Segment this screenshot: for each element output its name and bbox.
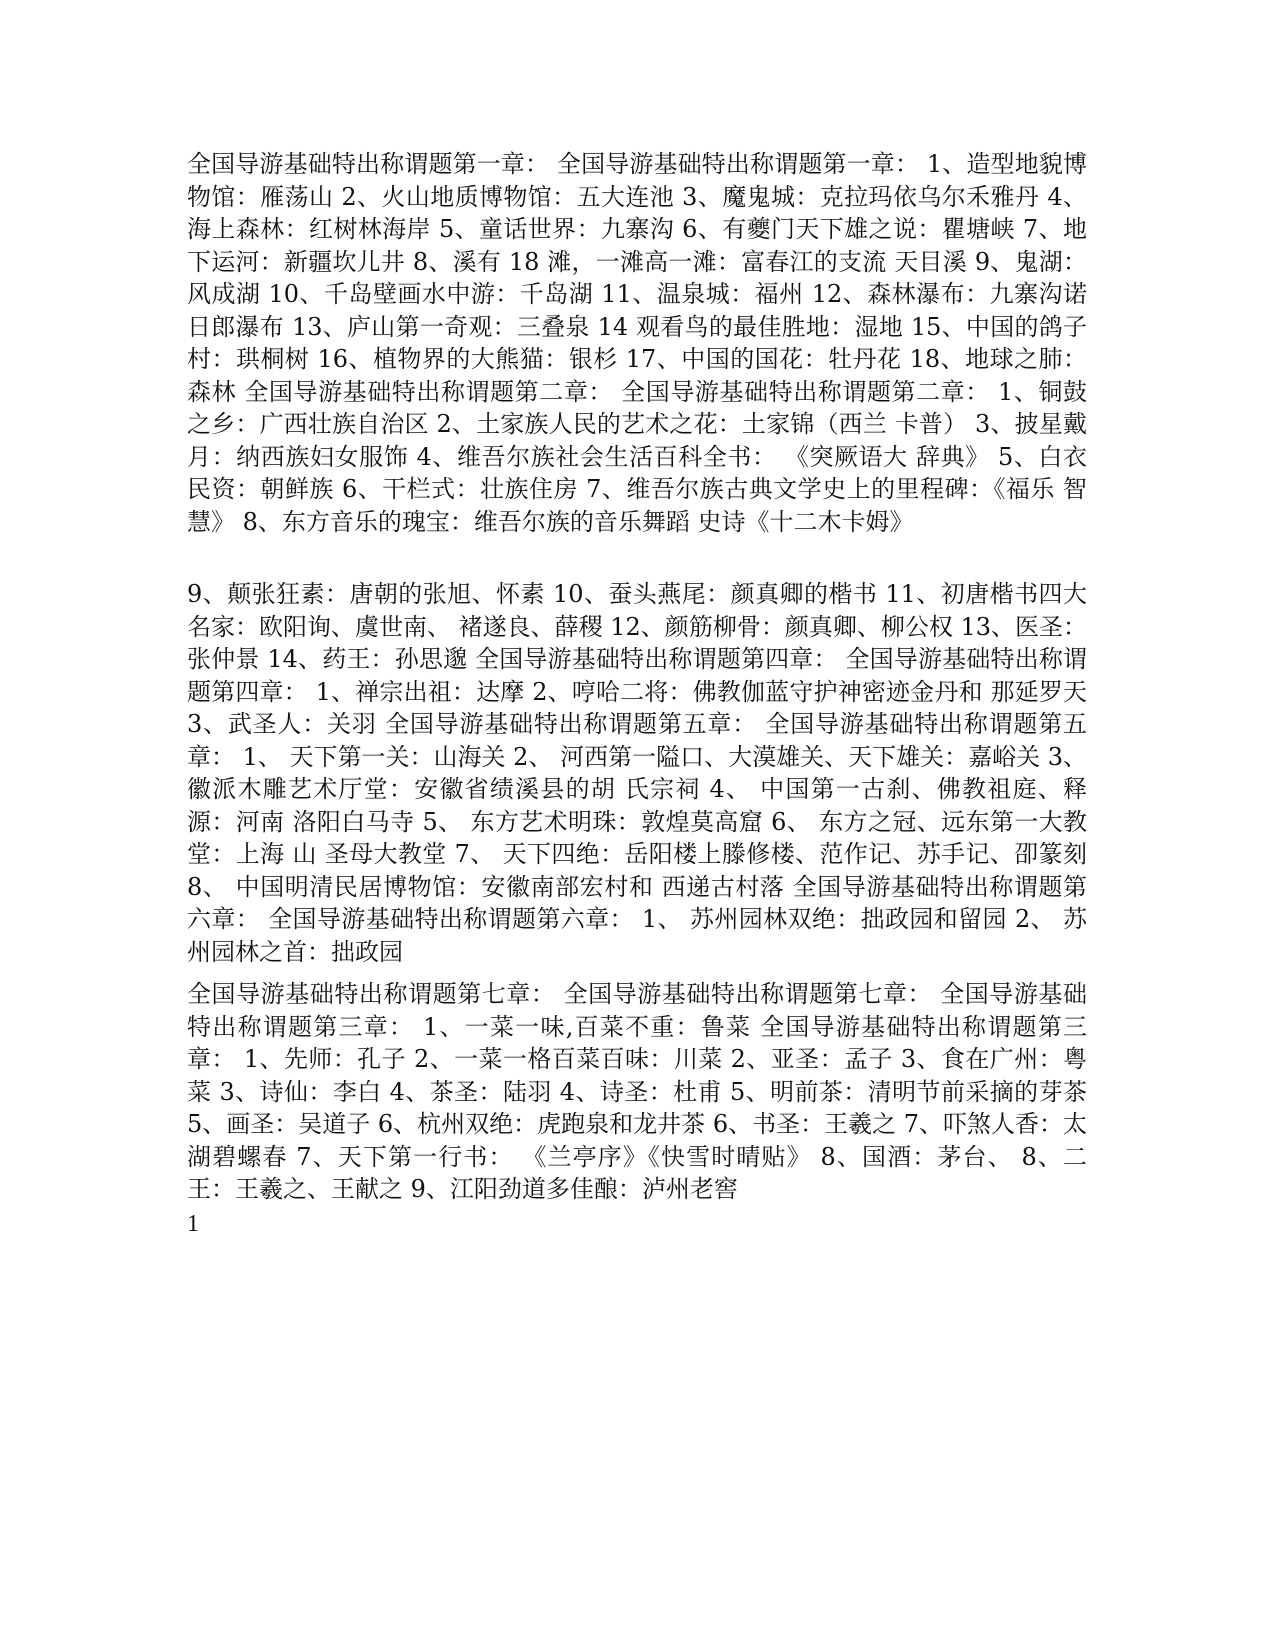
paragraph-chapter-1-2: 全国导游基础特出称谓题第一章： 全国导游基础特出称谓题第一章： 1、造型地貌博物馆：雁荡山 2、火山地质博物馆：五大连池 3、魔鬼城：克拉玛依乌尔禾雅丹 4、海上森林：红树林海岸 5、童话世界：九寨沟 6、有夔门天下雄之说：瞿塘峡 7、地下运河：新疆坎儿井 8、溪有 18 滩，一滩高一滩：富春江的支流 天目溪 9、鬼湖：风成湖 10、千岛壁画水中游：千岛湖 11、温泉城：福州 12、森林瀑布：九寨沟诺日郎瀑布 13、庐山第一奇观：三叠泉 14 观看鸟的最佳胜地：湿地 15、中国的鸽子村：珙桐树 16、植物界的大熊猫：银杉 17、中国的国花：牡丹花 18、地球之肺：森林 全国导游基础特出称谓题第二章： 全国导游基础特出称谓题第二章： 1、铜鼓之乡：广西壮族自治区 2、土家族人民的艺术之花：土家锦（西兰 卡普） 3、披星戴月：纳西族妇女服饰 4、维吾尔族社会生活百科全书： 《突厥语大 辞典》 5、白衣民资：朝鲜族 6、干栏式：壮族住房 7、维吾尔族古典文学史上的里程碑：《福乐 智慧》 8、东方音乐的瑰宝：维吾尔族的音乐舞蹈 史诗《十二木卡姆》 — [187, 150, 1087, 536]
paragraph-chapter-3-7: 全国导游基础特出称谓题第七章： 全国导游基础特出称谓题第七章： 全国导游基础特出称谓题第三章： 1、一菜一味,百菜不重：鲁菜 全国导游基础特出称谓题第三章： 1、先师：孔子 2、一菜一格百菜百味：川菜 2、亚圣：孟子 3、食在广州：粤菜 3、诗仙：李白 4、茶圣：陆羽 4、诗圣：杜甫 5、明前茶：清明节前采摘的芽茶 5、画圣：吴道子 6、杭州双绝：虎跑泉和龙井茶 6、书圣：王羲之 7、吓煞人香：太湖碧螺春 7、天下第一行书： 《兰亭序》《快雪时晴贴》 8、国酒：茅台、 8、二王：王羲之、王献之 9、江阳劲道多佳酿：泸州老窖 — [187, 980, 1087, 1203]
paragraph-chapter-4-6: 9、颠张狂素：唐朝的张旭、怀素 10、蚕头燕尾：颜真卿的楷书 11、初唐楷书四大名家：欧阳询、虞世南、 褚遂良、薛稷 12、颜筋柳骨：颜真卿、柳公权 13、医圣：张仲景 14、药王：孙思邈 全国导游基础特出称谓题第四章： 全国导游基础特出称谓题第四章： 1、禅宗出祖：达摩 2、哼哈二将：佛教伽蓝守护神密迹金丹和 那延罗天 3、武圣人：关羽 全国导游基础特出称谓题第五章： 全国导游基础特出称谓题第五章： 1、 天下第一关：山海关 2、 河西第一隘口、大漠雄关、天下雄关：嘉峪关 3、 徽派木雕艺术厅堂：安徽省绩溪县的胡 氏宗祠 4、 中国第一古刹、佛教祖庭、释源：河南 洛阳白马寺 5、 东方艺术明珠：敦煌莫高窟 6、 东方之冠、远东第一大教堂：上海 山 圣母大教堂 7、 天下四绝：岳阳楼上滕修楼、范作记、苏手记、卲篆刻 8、 中国明清民居博物馆：安徽南部宏村和 西递古村落 全国导游基础特出称谓题第六章： 全国导游基础特出称谓题第六章： 1、 苏州园林双绝：拙政园和留园 2、 苏州园林之首：拙政园 — [187, 580, 1087, 966]
page-number: 1 — [187, 1211, 199, 1237]
